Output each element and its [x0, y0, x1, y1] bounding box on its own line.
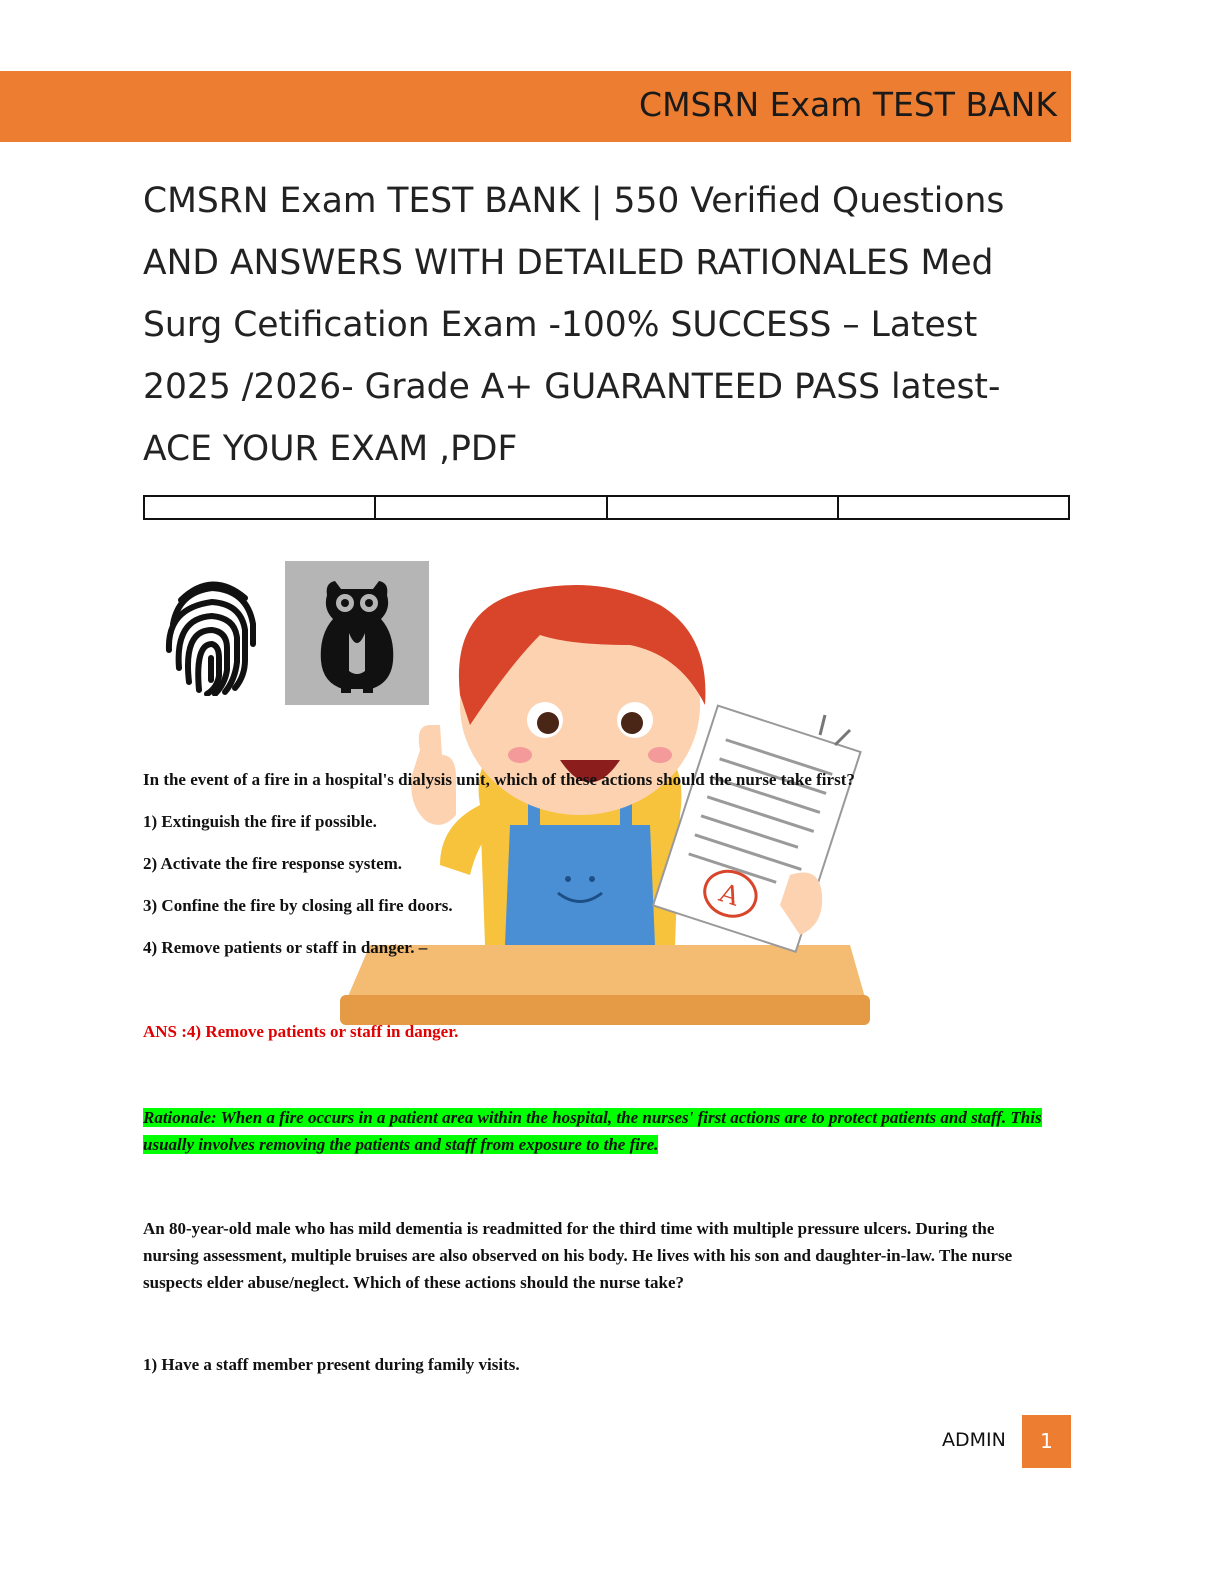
table-cell: [144, 496, 375, 519]
question-1-option-1: 1) Extinguish the fire if possible.: [143, 812, 377, 831]
table-cell: [375, 496, 606, 519]
header-bar: [0, 71, 1071, 142]
question-2-text: An 80-year-old male who has mild dementia is readmitted for the third time with multiple pressure ulcers. During the nursing assessment, multiple bruises are also observed on his body. He lives with his son and daughter-in-law. The nurse suspects elder abuse/neglect. Which of these actions should the nurse take?: [143, 1219, 1013, 1292]
question-2-option-1: 1) Have a staff member present during family visits.: [143, 1355, 520, 1374]
document-title: CMSRN Exam TEST BANK | 550 Verified Questions AND ANSWERS WITH DETAILED RATIONALES Med Surg Cetification Exam -100% SUCCESS – Latest 2025 /2026- Grade A+ GUARANTEED PASS latest- ACE YOUR EXAM ,PDF: [143, 181, 1005, 469]
footer-label: ADMIN: [942, 1429, 1006, 1451]
page-number: 1: [1022, 1415, 1071, 1468]
question-1-option-2: 2) Activate the fire response system.: [143, 854, 403, 873]
header-title: CMSRN Exam TEST BANK: [639, 85, 1057, 124]
question-1-rationale: [143, 1104, 1073, 1158]
question-1-text: In the event of a fire in a hospital's dialysis unit, which of these actions should the nurse take first?: [143, 770, 855, 789]
table-cell: [838, 496, 1069, 519]
fingerprint-icon: [165, 572, 259, 696]
kid-holding-a-plus-paper-illustration: [330, 575, 890, 1035]
table-cell: [607, 496, 838, 519]
question-1-answer: ANS :4) Remove patients or staff in danger.: [143, 1022, 459, 1041]
empty-table: [143, 495, 1070, 520]
question-1-option-4: 4) Remove patients or staff in danger. –: [143, 938, 428, 957]
rationale-highlight: Rationale: When a fire occurs in a patient area within the hospital, the nurses' first actions are to protect patients and staff. This usually involves removing the patients and staff from exposure to the fire.: [143, 1108, 1042, 1154]
question-1-option-3: 3) Confine the fire by closing all fire doors.: [143, 896, 453, 915]
grade-mark: A: [715, 878, 743, 913]
